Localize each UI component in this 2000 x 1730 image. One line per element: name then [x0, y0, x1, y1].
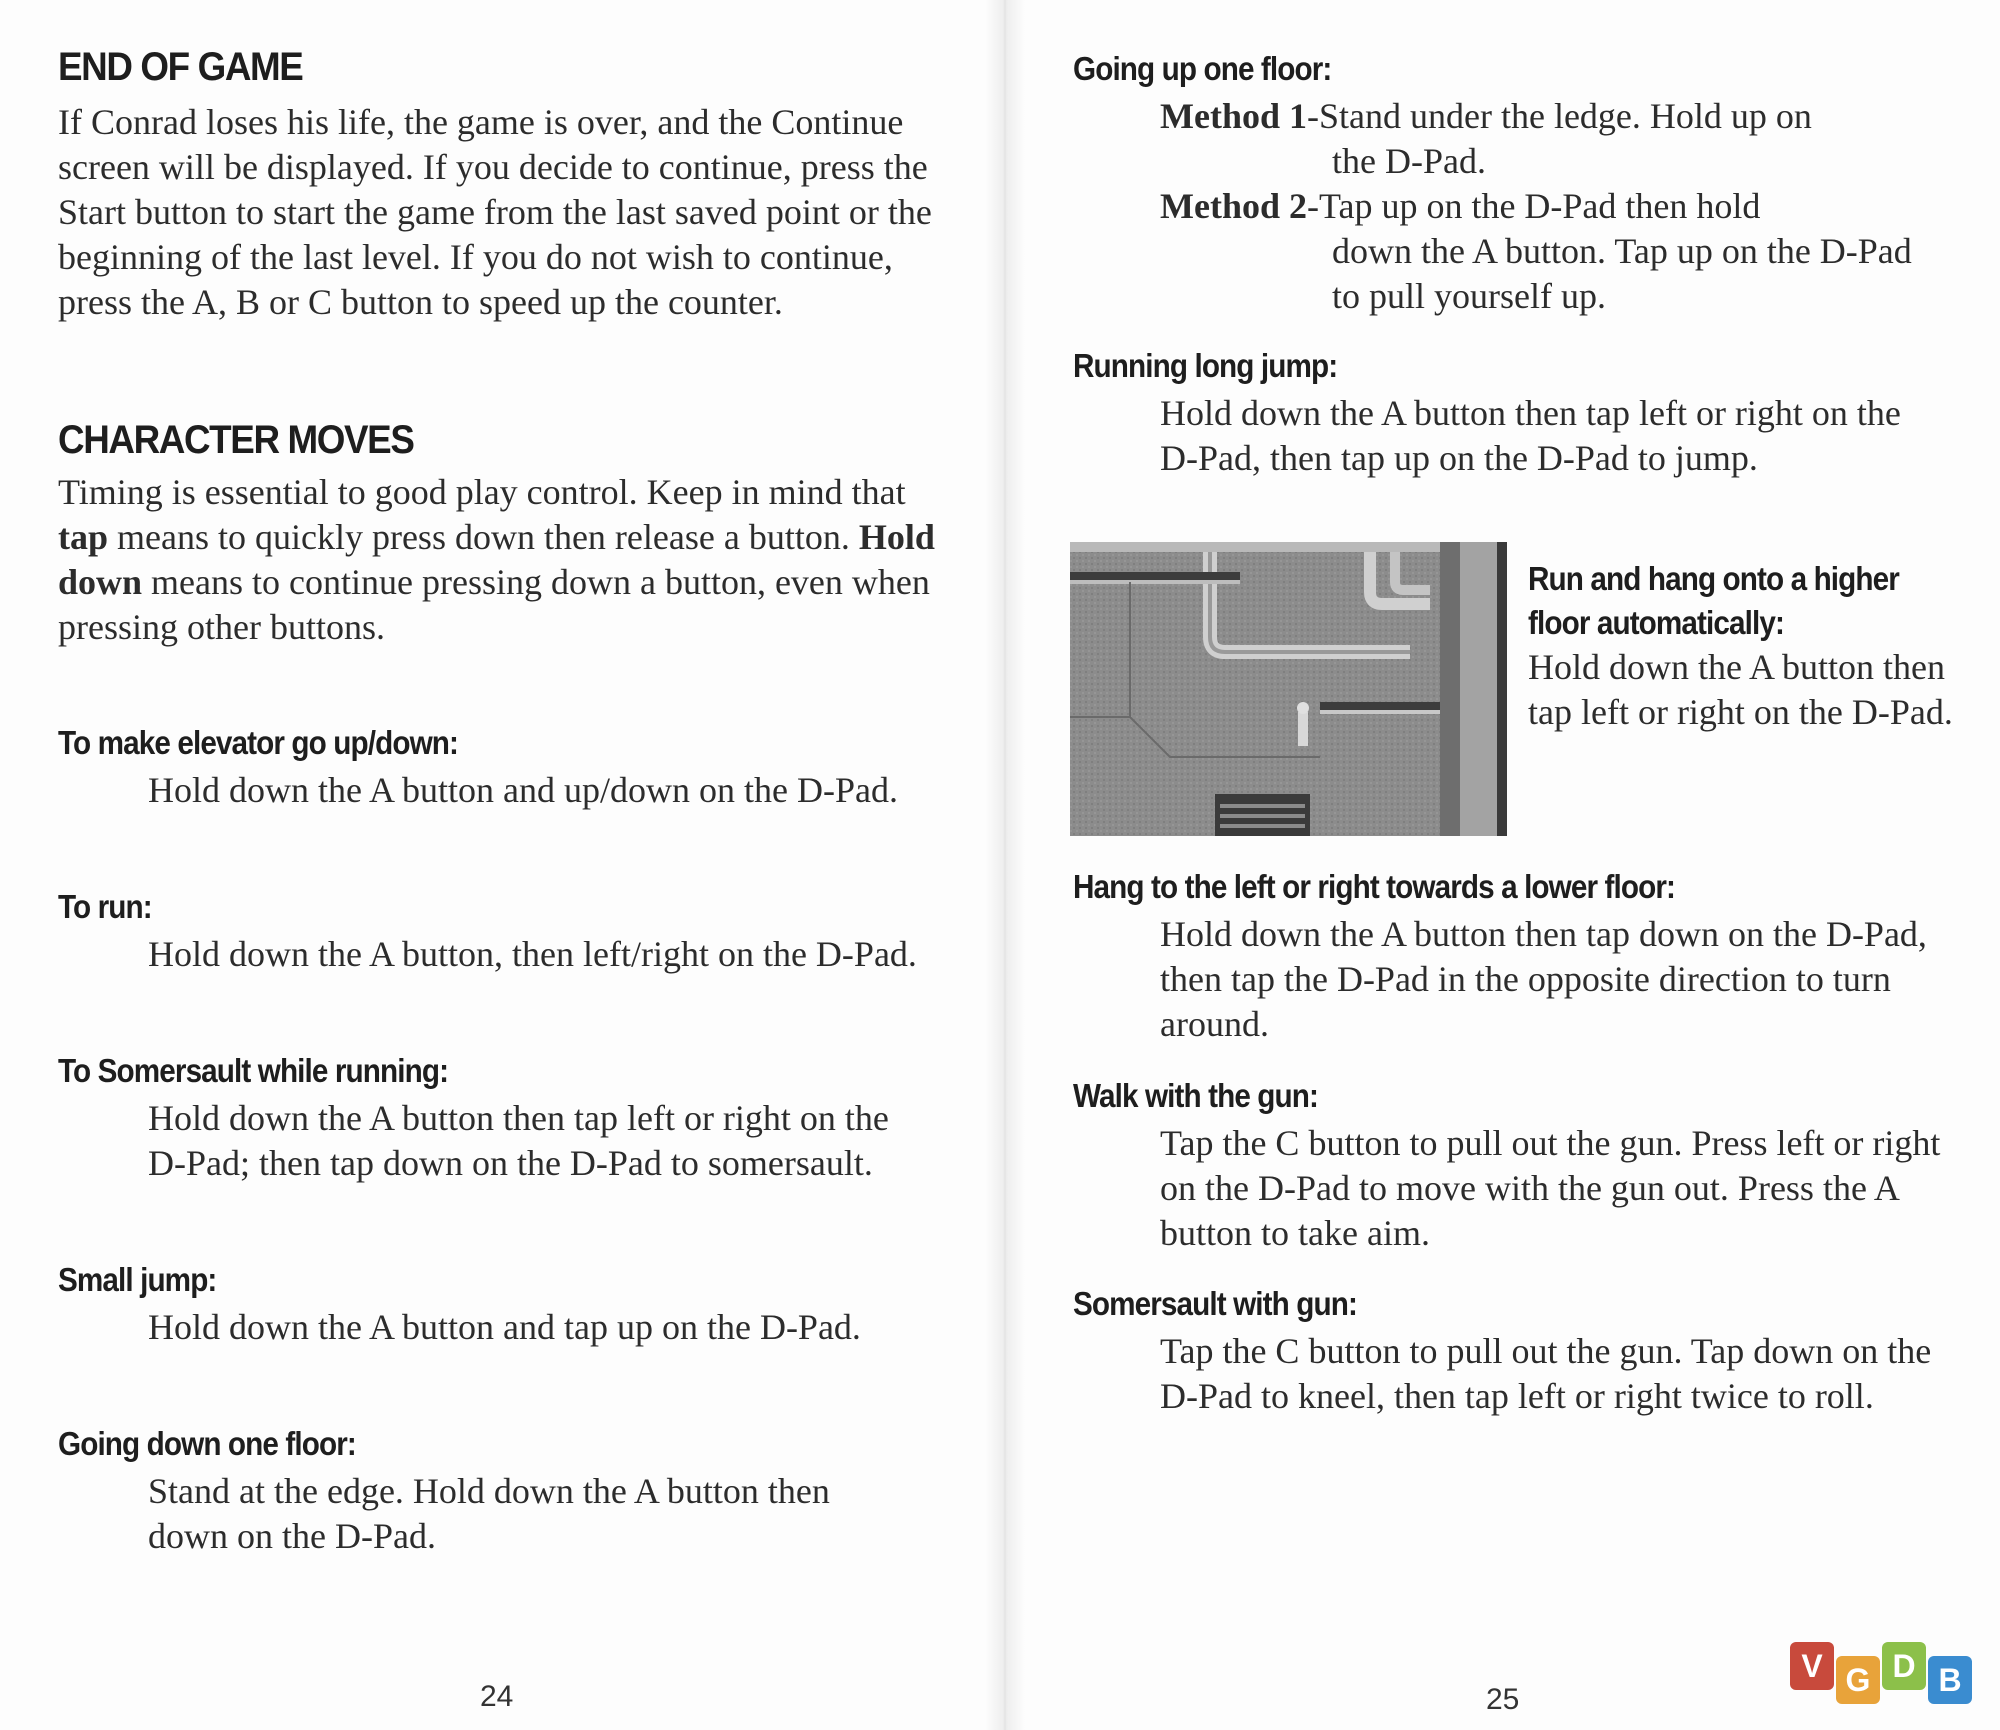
logo-letter-d: D [1882, 1642, 1926, 1690]
character-moves-intro: Timing is essential to good play control. Keep in mind that tap means to quickly press down then release a button. Hold down means to continue pressing down a button, even when pressing other buttons. [58, 472, 935, 647]
end-of-game-heading: END OF GAME [58, 45, 303, 89]
character-moves-heading: CHARACTER MOVES [58, 418, 414, 462]
move-title: To run: [58, 888, 152, 925]
end-of-game-text: If Conrad loses his life, the game is over, and the Continue screen will be displayed. If you decide to continue, press the Start button to start the game from the last saved point or the beginning of the last level. If you do not wish to continue, press the A, B or C button to speed up the counter. [58, 102, 932, 322]
page-number: 24 [480, 1680, 514, 1713]
game-screenshot [1070, 542, 1507, 836]
move-text: Hold down the A button and up/down on the D-Pad. [148, 770, 898, 810]
method-2: Method 2-Tap up on the D-Pad then hold [1160, 186, 1761, 226]
move-title: To make elevator go up/down: [58, 724, 459, 761]
method-1-cont: the D-Pad. [1332, 141, 1486, 181]
move-title: Going down one floor: [58, 1425, 356, 1462]
move-text: Hold down the A button and tap up on the D-Pad. [148, 1307, 861, 1347]
move-title: Walk with the gun: [1073, 1077, 1319, 1114]
running-long-jump-title: Running long jump: [1073, 347, 1338, 384]
hang-higher-title: Run and hang onto a higher floor automatically: [1528, 560, 1899, 641]
move-title: Small jump: [58, 1261, 217, 1298]
running-long-jump-text: Hold down the A button then tap left or right on the D-Pad, then tap up on the D-Pad to jump. [1160, 393, 1901, 478]
move-text: Tap the C button to pull out the gun. Tap down on the D-Pad to kneel, then tap left or right twice to roll. [1160, 1331, 1932, 1416]
method-2-cont: down the A button. Tap up on the D-Pad to pull yourself up. [1332, 231, 1912, 316]
move-title: Somersault with gun: [1073, 1285, 1357, 1322]
hold-down-term: Hold down [58, 517, 935, 602]
tap-term: tap [58, 517, 109, 557]
logo-letter-g: G [1836, 1656, 1880, 1704]
book-gutter [985, 0, 1025, 1730]
move-text: Hold down the A button, then left/right on the D-Pad. [148, 934, 917, 974]
hang-higher-text: Hold down the A button then tap left or right on the D-Pad. [1528, 647, 1953, 732]
method-1: Method 1-Stand under the ledge. Hold up on [1160, 96, 1812, 136]
move-text: Hold down the A button then tap left or right on the D-Pad; then tap down on the D-Pad to somersault. [148, 1098, 889, 1183]
logo-letter-b: B [1928, 1656, 1972, 1704]
move-title: Hang to the left or right towards a lower floor: [1073, 868, 1675, 905]
move-text: Tap the C button to pull out the gun. Press left or right on the D-Pad to move with the gun out. Press the A button to take aim. [1160, 1123, 1941, 1253]
going-up-title: Going up one floor: [1073, 50, 1332, 87]
page-number: 25 [1486, 1683, 1520, 1716]
logo-letter-v: V [1790, 1642, 1834, 1690]
move-text: Hold down the A button then tap down on the D-Pad, then tap the D-Pad in the opposite direction to turn around. [1160, 914, 1927, 1044]
move-text: Stand at the edge. Hold down the A button then down on the D-Pad. [148, 1471, 830, 1556]
move-title: To Somersault while running: [58, 1052, 449, 1089]
vgdb-watermark-logo [1790, 1640, 1990, 1710]
